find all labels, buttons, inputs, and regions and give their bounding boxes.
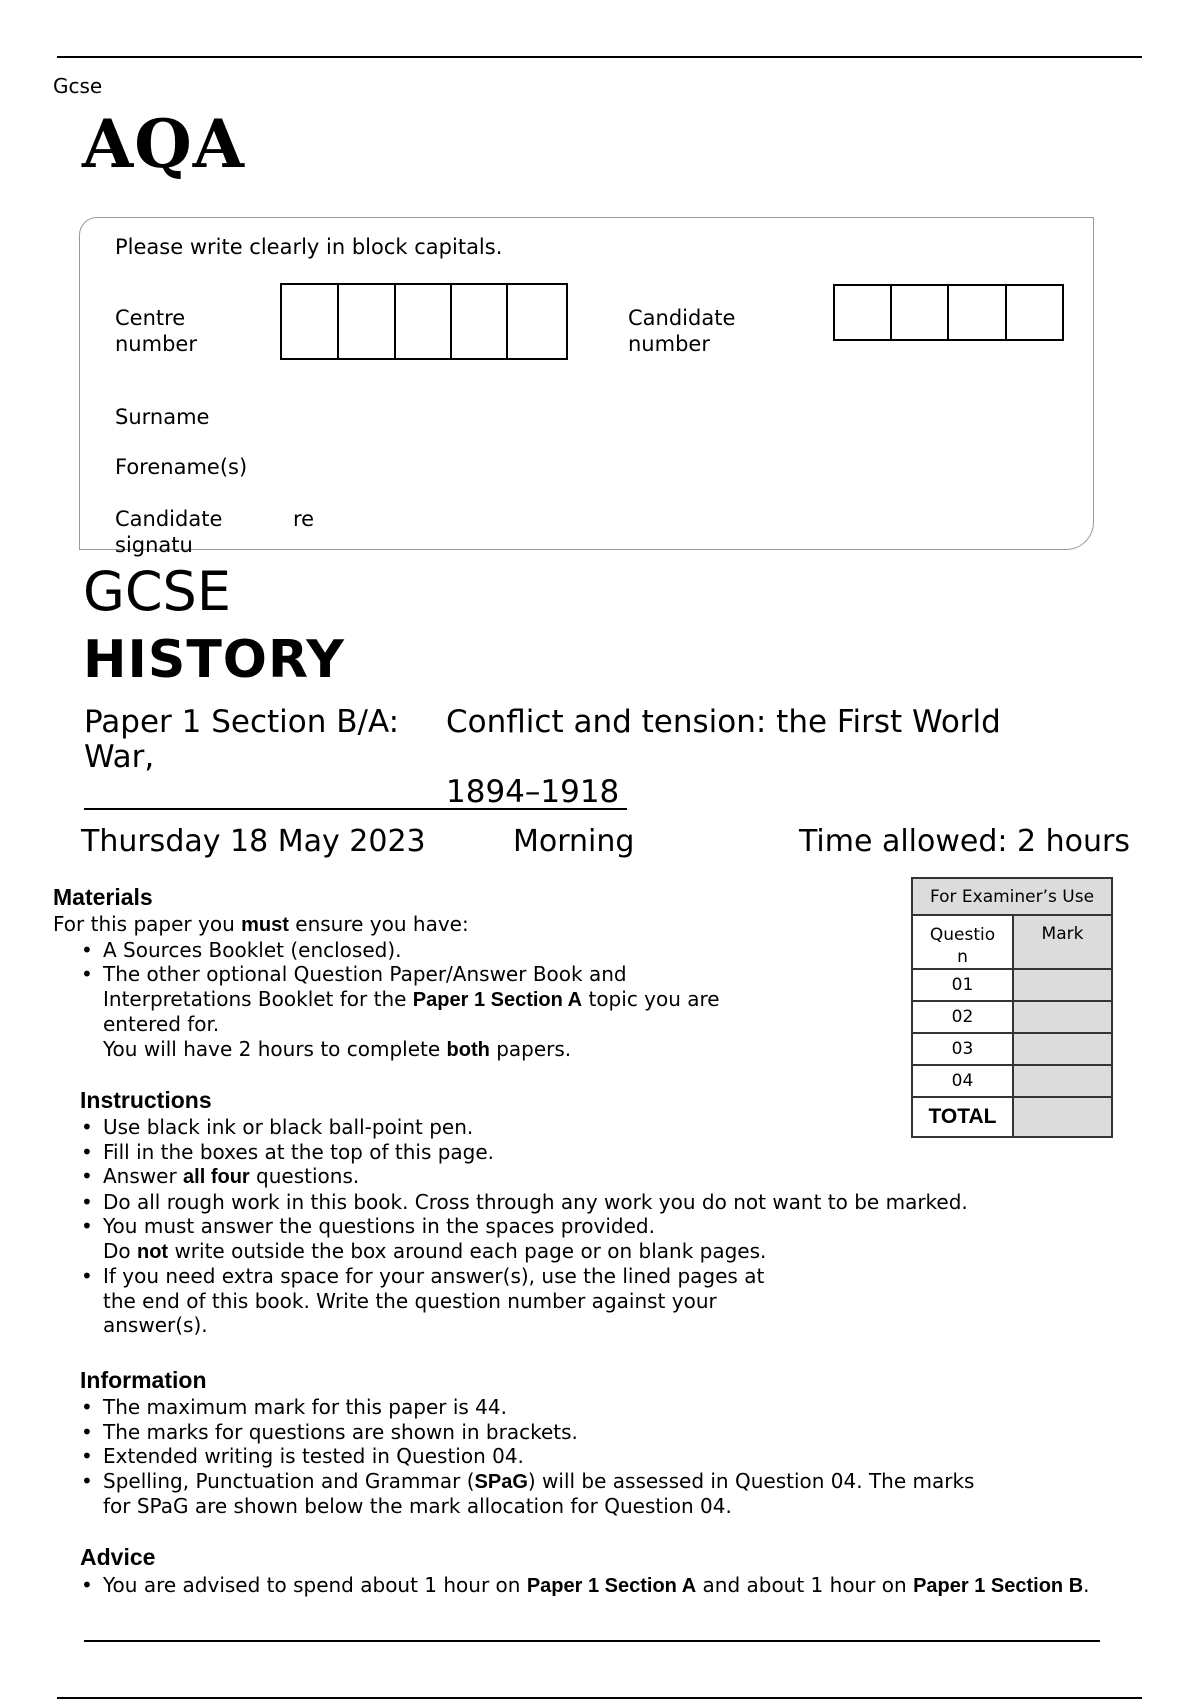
total-label: TOTAL: [912, 1097, 1013, 1137]
mark-cell: [1013, 1033, 1112, 1065]
centre-number-boxes: [280, 283, 568, 360]
signature-label: Candidate signatu: [115, 507, 223, 557]
exam-date: Thursday 18 May 2023: [81, 824, 426, 859]
title-underline: [84, 808, 627, 810]
candidate-digit-box[interactable]: [892, 286, 949, 339]
mark-column-header: Mark: [1013, 915, 1112, 969]
list-item: • Fill in the boxes at the top of this page.: [79, 1140, 1139, 1165]
centre-digit-box[interactable]: [452, 285, 508, 358]
paper-topic-continued: War,: [84, 739, 155, 775]
list-item: • Spelling, Punctuation and Grammar (SPaG) will be assessed in Question 04. The marks for SPaG are shown below the mark allocation for Question 04.: [79, 1469, 1139, 1519]
candidate-digit-box[interactable]: [1007, 286, 1062, 339]
forename-label: Forename(s): [115, 455, 248, 479]
materials-section: [53, 912, 813, 1062]
bottom-rule-outer: [57, 1697, 1142, 1699]
list-item: • The other optional Question Paper/Answer Book and Interpretations Booklet for the Paper 1 Section A topic you are entered for. You will have 2 hours to complete both papers.: [79, 962, 813, 1062]
aqa-logo: AQA: [82, 105, 245, 183]
time-allowed: Time allowed: 2 hours: [799, 824, 1131, 859]
centre-digit-box[interactable]: [508, 285, 566, 358]
total-mark-cell: [1013, 1097, 1112, 1137]
information-section: [79, 1395, 1139, 1519]
list-item: • The maximum mark for this paper is 44.: [79, 1395, 1139, 1420]
list-item: • Answer all four questions.: [79, 1164, 1139, 1190]
mark-cell: [1013, 1001, 1112, 1033]
centre-number-label: Centre number: [115, 306, 197, 356]
mark-cell: [1013, 1065, 1112, 1097]
block-capitals-instruction: Please write clearly in block capitals.: [115, 235, 503, 259]
bottom-rule-inner: [84, 1640, 1100, 1642]
examiner-use-table: [911, 877, 1113, 1138]
centre-digit-box[interactable]: [282, 285, 339, 358]
candidate-digit-box[interactable]: [835, 286, 892, 339]
centre-digit-box[interactable]: [396, 285, 452, 358]
instructions-heading: Instructions: [80, 1087, 212, 1113]
information-heading: Information: [80, 1367, 207, 1393]
question-number: 03: [912, 1033, 1013, 1065]
qualification-title: GCSE: [83, 560, 231, 623]
paper-topic-years: 1894–1918: [446, 774, 620, 810]
surname-label: Surname: [115, 405, 210, 429]
paper-label: Paper 1 Section B/A:: [84, 704, 400, 740]
candidate-number-boxes: [833, 284, 1064, 341]
materials-heading: Materials: [53, 884, 153, 910]
materials-intro: For this paper you must ensure you have:: [53, 912, 469, 936]
examiner-table-title: For Examiner’s Use: [912, 878, 1112, 915]
question-number: 02: [912, 1001, 1013, 1033]
list-item: • A Sources Booklet (enclosed).: [79, 938, 813, 963]
question-column-header: Questio n: [912, 915, 1013, 969]
centre-digit-box[interactable]: [339, 285, 396, 358]
advice-heading: Advice: [80, 1544, 156, 1570]
instructions-section: [79, 1115, 1139, 1338]
list-item: • Extended writing is tested in Question 04.: [79, 1444, 1139, 1469]
mark-cell: [1013, 969, 1112, 1001]
list-item: • If you need extra space for your answer(s), use the lined pages at the end of this book. Write the question number against your answer(s).: [79, 1264, 1139, 1338]
candidate-details-box: [79, 217, 1094, 550]
candidate-number-label: Candidate number: [628, 306, 736, 356]
paper-topic: Conflict and tension: the First World: [446, 704, 1001, 740]
list-item: • You must answer the questions in the spaces provided. Do not write outside the box around each page or on blank pages.: [79, 1214, 1139, 1264]
question-number: 01: [912, 969, 1013, 1001]
subject-title: HISTORY: [83, 630, 345, 690]
exam-session: Morning: [513, 824, 635, 859]
list-item: • Do all rough work in this book. Cross through any work you do not want to be marked.: [79, 1190, 1139, 1215]
list-item: • You are advised to spend about 1 hour on Paper 1 Section A and about 1 hour on Paper 1 Section B.: [79, 1573, 1179, 1599]
list-item: • The marks for questions are shown in brackets.: [79, 1420, 1139, 1445]
candidate-digit-box[interactable]: [949, 286, 1007, 339]
top-rule: [57, 56, 1142, 58]
list-item: • Use black ink or black ball-point pen.: [79, 1115, 1139, 1140]
question-number: 04: [912, 1065, 1013, 1097]
header-label: Gcse: [53, 74, 103, 98]
advice-section: [79, 1573, 1179, 1599]
signature-label-overflow: re: [293, 507, 315, 531]
